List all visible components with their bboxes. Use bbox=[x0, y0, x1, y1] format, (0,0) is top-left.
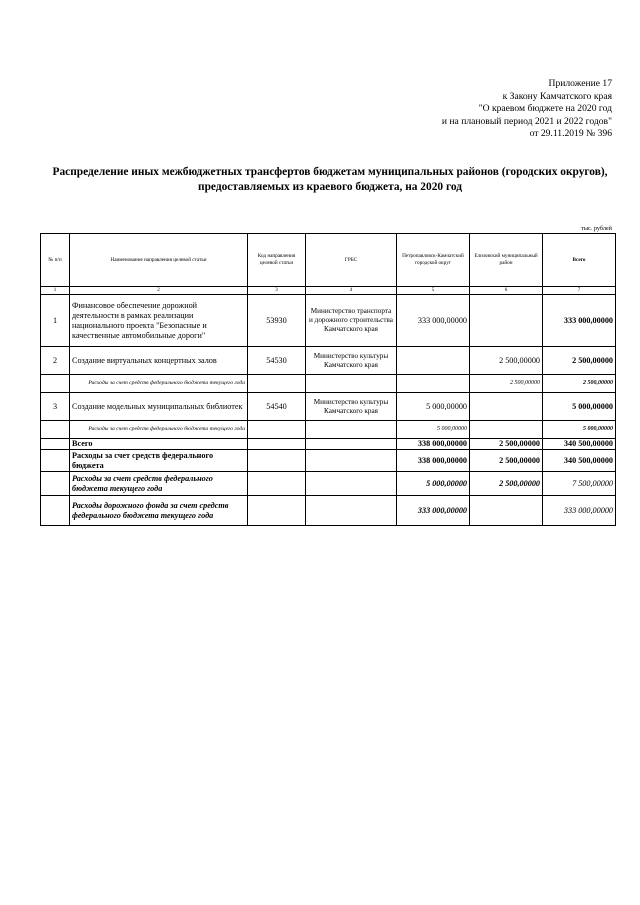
column-number: 2 bbox=[70, 287, 248, 295]
summary-label: Расходы за счет средств федерального бюджета текущего года bbox=[70, 472, 248, 496]
table-row bbox=[41, 393, 616, 421]
row-grbs bbox=[306, 375, 397, 393]
row-petropavlovsk bbox=[397, 375, 470, 393]
row-grbs: Министерство культуры Камчатского края bbox=[306, 347, 397, 375]
appendix-line-4: и на плановый период 2021 и 2022 годов" bbox=[441, 115, 612, 127]
empty-cell bbox=[248, 472, 306, 496]
column-number-row bbox=[41, 287, 616, 295]
row-code: 54530 bbox=[248, 347, 306, 375]
row-code bbox=[248, 421, 306, 439]
row-name: Расходы за счет средств федерального бюджета текущего года bbox=[70, 375, 248, 393]
column-number: 5 bbox=[397, 287, 470, 295]
header-cell: Наименование направления целевой статьи bbox=[70, 234, 248, 287]
row-total: 5 000,00000 bbox=[543, 421, 616, 439]
summary-petropavlovsk: 338 000,00000 bbox=[397, 439, 470, 450]
row-name: Расходы за счет средств федерального бюджета текущего года bbox=[70, 421, 248, 439]
summary-elizovo: 2 500,00000 bbox=[470, 450, 543, 472]
header-cell: Код направления целевой статьи bbox=[248, 234, 306, 287]
empty-cell bbox=[248, 439, 306, 450]
table-row bbox=[41, 375, 616, 393]
row-elizovo: 2 500,00000 bbox=[470, 347, 543, 375]
row-number bbox=[41, 375, 70, 393]
summary-petropavlovsk: 5 000,00000 bbox=[397, 472, 470, 496]
empty-cell bbox=[41, 496, 70, 526]
column-number: 4 bbox=[306, 287, 397, 295]
summary-label: Расходы дорожного фонда за счет средств федерального бюджета текущего года bbox=[70, 496, 248, 526]
table-row bbox=[41, 347, 616, 375]
empty-cell bbox=[306, 450, 397, 472]
summary-elizovo: 2 500,00000 bbox=[470, 472, 543, 496]
row-petropavlovsk: 333 000,00000 bbox=[397, 295, 470, 347]
header-cell: Елизовский муниципальный район bbox=[470, 234, 543, 287]
empty-cell bbox=[306, 496, 397, 526]
appendix-line-5: от 29.11.2019 № 396 bbox=[529, 128, 612, 140]
table-row bbox=[41, 421, 616, 439]
appendix-block bbox=[442, 78, 612, 141]
row-total: 5 000,00000 bbox=[543, 393, 616, 421]
row-grbs bbox=[306, 421, 397, 439]
row-grbs: Министерство транспорта и дорожного строительства Камчатского края bbox=[306, 295, 397, 347]
row-elizovo bbox=[470, 393, 543, 421]
summary-petropavlovsk: 338 000,00000 bbox=[397, 450, 470, 472]
empty-cell bbox=[306, 472, 397, 496]
summary-label: Расходы за счет средств федерального бюджета bbox=[70, 450, 248, 472]
row-number bbox=[41, 421, 70, 439]
document-title: Распределение иных межбюджетных трансфертов бюджетам муниципальных районов (городских округов), предоставляемых из краевого бюджета, на 2020 год bbox=[52, 166, 608, 193]
summary-row bbox=[41, 439, 616, 450]
row-total: 2 500,00000 bbox=[543, 347, 616, 375]
header-cell: Петропавловск-Камчатский городской округ bbox=[397, 234, 470, 287]
row-name: Создание виртуальных концертных залов bbox=[70, 347, 248, 375]
header-cell: ГРБС bbox=[306, 234, 397, 287]
header-cell: Всего bbox=[543, 234, 616, 287]
appendix-line-3: "О краевом бюджете на 2020 год bbox=[478, 103, 612, 115]
row-name: Финансовое обеспечение дорожной деятельности в рамках реализации национального проекта "Безопасные и качественные автомобильные дороги" bbox=[70, 295, 248, 347]
header-cell: № п/п bbox=[41, 234, 70, 287]
summary-row bbox=[41, 496, 616, 526]
column-number: 3 bbox=[248, 287, 306, 295]
empty-cell bbox=[248, 496, 306, 526]
summary-total: 340 500,00000 bbox=[543, 439, 616, 450]
row-petropavlovsk: 5 000,00000 bbox=[397, 421, 470, 439]
row-elizovo bbox=[470, 421, 543, 439]
unit-label: тыс. рублей bbox=[581, 225, 612, 232]
column-number: 7 bbox=[543, 287, 616, 295]
row-number: 2 bbox=[41, 347, 70, 375]
row-total: 333 000,00000 bbox=[543, 295, 616, 347]
appendix-line-1: Приложение 17 bbox=[548, 78, 612, 89]
appendix-line-2: к Закону Камчатского края bbox=[502, 90, 612, 102]
column-number: 6 bbox=[470, 287, 543, 295]
row-total: 2 500,00000 bbox=[543, 375, 616, 393]
row-elizovo: 2 500,00000 bbox=[470, 375, 543, 393]
empty-cell bbox=[248, 450, 306, 472]
empty-cell bbox=[306, 439, 397, 450]
summary-row bbox=[41, 472, 616, 496]
row-code: 54540 bbox=[248, 393, 306, 421]
summary-label: Всего bbox=[70, 439, 248, 450]
row-code bbox=[248, 375, 306, 393]
summary-total: 7 500,00000 bbox=[543, 472, 616, 496]
row-elizovo bbox=[470, 295, 543, 347]
row-name: Создание модельных муниципальных библиотек bbox=[70, 393, 248, 421]
summary-row bbox=[41, 450, 616, 472]
column-number: 1 bbox=[41, 287, 70, 295]
row-grbs: Министерство культуры Камчатского края bbox=[306, 393, 397, 421]
summary-elizovo: 2 500,00000 bbox=[470, 439, 543, 450]
row-number: 3 bbox=[41, 393, 70, 421]
empty-cell bbox=[41, 439, 70, 450]
table-header-row bbox=[41, 234, 616, 287]
row-petropavlovsk bbox=[397, 347, 470, 375]
row-number: 1 bbox=[41, 295, 70, 347]
table-row bbox=[41, 295, 616, 347]
summary-total: 333 000,00000 bbox=[543, 496, 616, 526]
empty-cell bbox=[41, 472, 70, 496]
summary-elizovo bbox=[470, 496, 543, 526]
row-petropavlovsk: 5 000,00000 bbox=[397, 393, 470, 421]
summary-petropavlovsk: 333 000,00000 bbox=[397, 496, 470, 526]
empty-cell bbox=[41, 450, 70, 472]
summary-total: 340 500,00000 bbox=[543, 450, 616, 472]
row-code: 53930 bbox=[248, 295, 306, 347]
transfers-table bbox=[40, 233, 616, 526]
